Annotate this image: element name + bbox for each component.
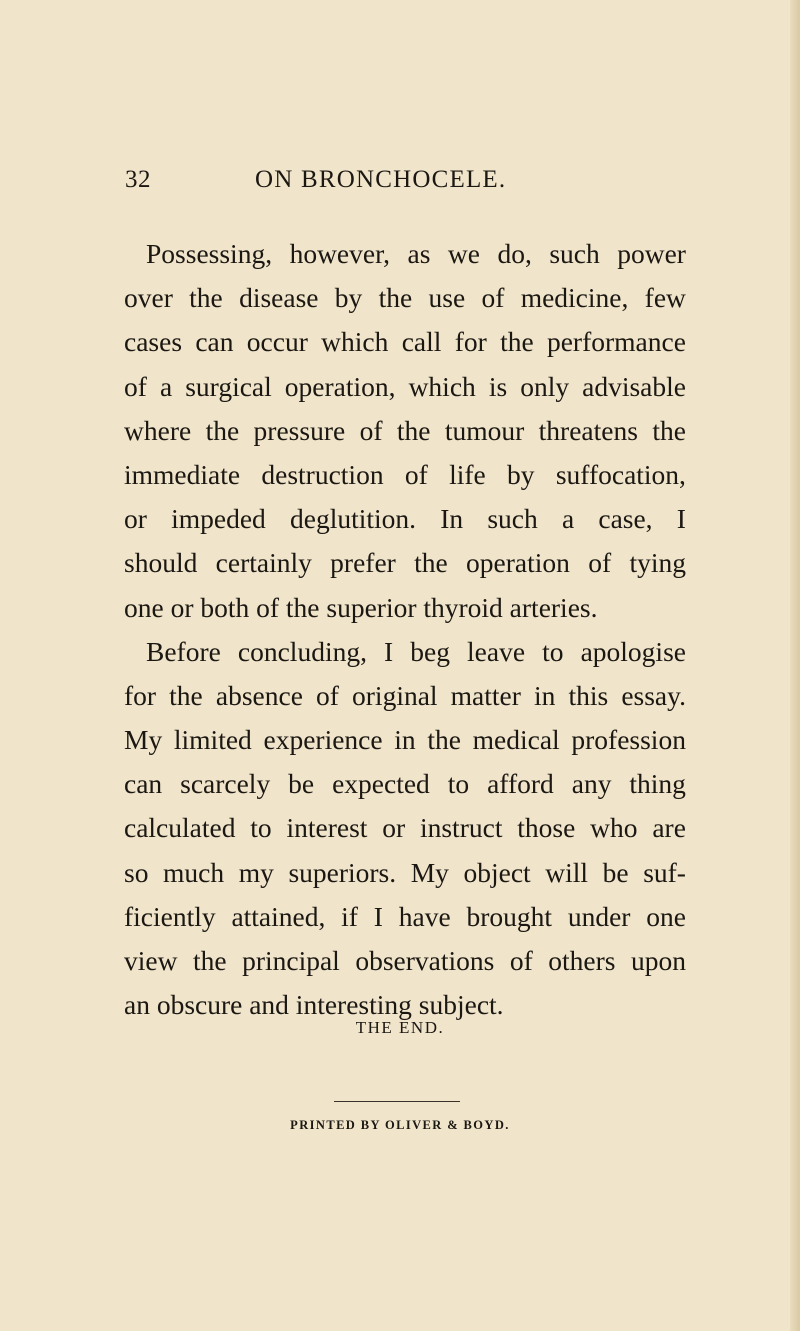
word: calculated bbox=[124, 812, 236, 844]
word: who bbox=[590, 812, 638, 844]
word: for bbox=[454, 326, 487, 358]
word: impeded bbox=[171, 503, 266, 535]
word: medical bbox=[472, 724, 560, 756]
word: medicine, bbox=[520, 282, 629, 314]
word: Before bbox=[146, 635, 221, 667]
word: of bbox=[509, 945, 533, 976]
word: the bbox=[378, 282, 413, 314]
word: the bbox=[189, 282, 223, 314]
word: surgical bbox=[185, 370, 272, 402]
divider-rule bbox=[334, 1101, 460, 1102]
word: which bbox=[408, 370, 476, 402]
page-header bbox=[125, 166, 685, 202]
word: upon bbox=[630, 945, 686, 976]
text-line bbox=[124, 541, 686, 585]
word: My bbox=[124, 724, 163, 756]
word: profession bbox=[571, 724, 686, 756]
text-line bbox=[124, 806, 686, 850]
word: pressure bbox=[253, 414, 346, 446]
word: the bbox=[396, 414, 431, 446]
word: ficiently bbox=[124, 900, 216, 932]
word: destruction bbox=[261, 458, 384, 490]
word: In bbox=[440, 503, 464, 535]
word: in bbox=[534, 679, 556, 711]
word: life bbox=[449, 458, 486, 490]
word: of bbox=[359, 414, 383, 446]
text-line bbox=[124, 232, 686, 276]
word: few bbox=[644, 282, 686, 314]
word: call bbox=[401, 326, 442, 358]
word: those bbox=[517, 812, 576, 844]
word: expected bbox=[332, 768, 430, 800]
text-line bbox=[124, 409, 686, 453]
word: deglutition. bbox=[290, 503, 417, 535]
word: I bbox=[373, 900, 383, 932]
text-line bbox=[124, 276, 686, 320]
word: are bbox=[652, 812, 686, 844]
word: or bbox=[124, 503, 147, 535]
word: do, bbox=[497, 238, 532, 269]
word: beg bbox=[410, 635, 450, 667]
word: power bbox=[617, 238, 686, 269]
word: this bbox=[568, 679, 609, 711]
body-text bbox=[124, 232, 686, 1027]
word: afford bbox=[487, 768, 554, 800]
word: my bbox=[238, 856, 274, 888]
word: the bbox=[652, 414, 686, 446]
word: the bbox=[205, 414, 240, 446]
page-number: 32 bbox=[125, 166, 151, 193]
word: should bbox=[124, 547, 198, 579]
word: be bbox=[602, 856, 629, 888]
word: be bbox=[288, 768, 315, 800]
word: I bbox=[384, 635, 394, 667]
word: a bbox=[561, 503, 575, 535]
word: observations bbox=[355, 945, 495, 976]
word: concluding, bbox=[237, 635, 367, 667]
word: occur bbox=[246, 326, 308, 358]
word: can bbox=[195, 326, 234, 358]
word: the bbox=[427, 724, 461, 756]
word: scarcely bbox=[180, 768, 271, 800]
word: experience bbox=[263, 724, 383, 756]
word: case, bbox=[598, 503, 653, 535]
word: disease bbox=[239, 282, 319, 314]
word: of bbox=[481, 282, 505, 314]
word: advisable bbox=[582, 370, 686, 402]
word: by bbox=[334, 282, 363, 314]
word: operation, bbox=[284, 370, 396, 402]
word: attained, bbox=[231, 900, 326, 932]
word: of bbox=[124, 370, 147, 402]
word: such bbox=[487, 503, 538, 535]
word: to bbox=[447, 768, 470, 800]
text-line bbox=[124, 851, 686, 895]
word: object bbox=[463, 856, 531, 888]
word: operation bbox=[466, 547, 570, 579]
word: to bbox=[250, 812, 272, 844]
text-line bbox=[124, 762, 686, 806]
word: however, bbox=[289, 238, 391, 269]
printer-imprint: PRINTED BY OLIVER & BOYD. bbox=[290, 1118, 510, 1132]
word: the bbox=[192, 945, 227, 976]
word: only bbox=[520, 370, 570, 402]
word: principal bbox=[242, 945, 340, 976]
running-head: ON BRONCHOCELE. bbox=[255, 166, 507, 193]
text-line bbox=[124, 453, 686, 497]
word: in bbox=[394, 724, 416, 756]
word: can bbox=[124, 768, 163, 800]
word: tying bbox=[629, 547, 686, 579]
word: thing bbox=[629, 768, 686, 800]
text-line bbox=[124, 630, 686, 674]
word: the bbox=[500, 326, 534, 358]
word: is bbox=[488, 370, 508, 402]
text-line: one or both of the superior thyroid arteries. bbox=[124, 591, 598, 623]
word: any bbox=[571, 768, 612, 800]
word: view bbox=[124, 945, 178, 976]
word: or bbox=[382, 812, 406, 844]
word: tumour bbox=[444, 414, 525, 446]
word: such bbox=[549, 238, 600, 269]
word: as bbox=[407, 238, 431, 269]
word: matter bbox=[450, 679, 521, 711]
word: prefer bbox=[330, 547, 396, 579]
word: for bbox=[124, 679, 157, 711]
word: absence bbox=[215, 679, 303, 711]
word: one bbox=[646, 900, 686, 932]
word: performance bbox=[546, 326, 686, 358]
word: others bbox=[548, 945, 616, 976]
word: suf- bbox=[643, 856, 686, 888]
text-line: an obscure and interesting subject. bbox=[124, 989, 504, 1021]
end-mark: THE END. bbox=[355, 1018, 445, 1037]
word: will bbox=[545, 856, 589, 888]
word: if bbox=[341, 900, 358, 932]
text-line bbox=[124, 320, 686, 364]
word: brought bbox=[466, 900, 553, 932]
text-line bbox=[124, 939, 686, 983]
word: under bbox=[567, 900, 631, 932]
word: much bbox=[163, 856, 225, 888]
word: apologise bbox=[580, 635, 686, 667]
text-line bbox=[124, 365, 686, 409]
word: over bbox=[124, 282, 173, 314]
word: the bbox=[414, 547, 448, 579]
text-line bbox=[124, 674, 686, 718]
word: instruct bbox=[419, 812, 503, 844]
word: which bbox=[321, 326, 389, 358]
word: to bbox=[542, 635, 564, 667]
word: where bbox=[124, 414, 192, 446]
word: by bbox=[507, 458, 535, 490]
word: limited bbox=[173, 724, 252, 756]
word: certainly bbox=[215, 547, 312, 579]
word: suffocation, bbox=[555, 458, 686, 490]
text-line bbox=[124, 497, 686, 541]
word: essay. bbox=[621, 679, 686, 711]
text-line bbox=[124, 895, 686, 939]
word: original bbox=[352, 679, 438, 711]
word: of bbox=[316, 679, 339, 711]
word: cases bbox=[124, 326, 183, 358]
word: My bbox=[410, 856, 449, 888]
word: so bbox=[124, 856, 149, 888]
word: Possessing, bbox=[146, 238, 273, 269]
word: interest bbox=[286, 812, 368, 844]
word: of bbox=[588, 547, 612, 579]
word: a bbox=[159, 370, 173, 402]
word: we bbox=[447, 238, 480, 269]
word: I bbox=[676, 503, 686, 535]
word: have bbox=[398, 900, 451, 932]
word: leave bbox=[467, 635, 526, 667]
word: of bbox=[404, 458, 428, 490]
word: superiors. bbox=[288, 856, 397, 888]
text-line bbox=[124, 718, 686, 762]
word: use bbox=[428, 282, 466, 314]
word: threatens bbox=[538, 414, 638, 446]
word: immediate bbox=[124, 458, 241, 490]
word: the bbox=[169, 679, 203, 711]
